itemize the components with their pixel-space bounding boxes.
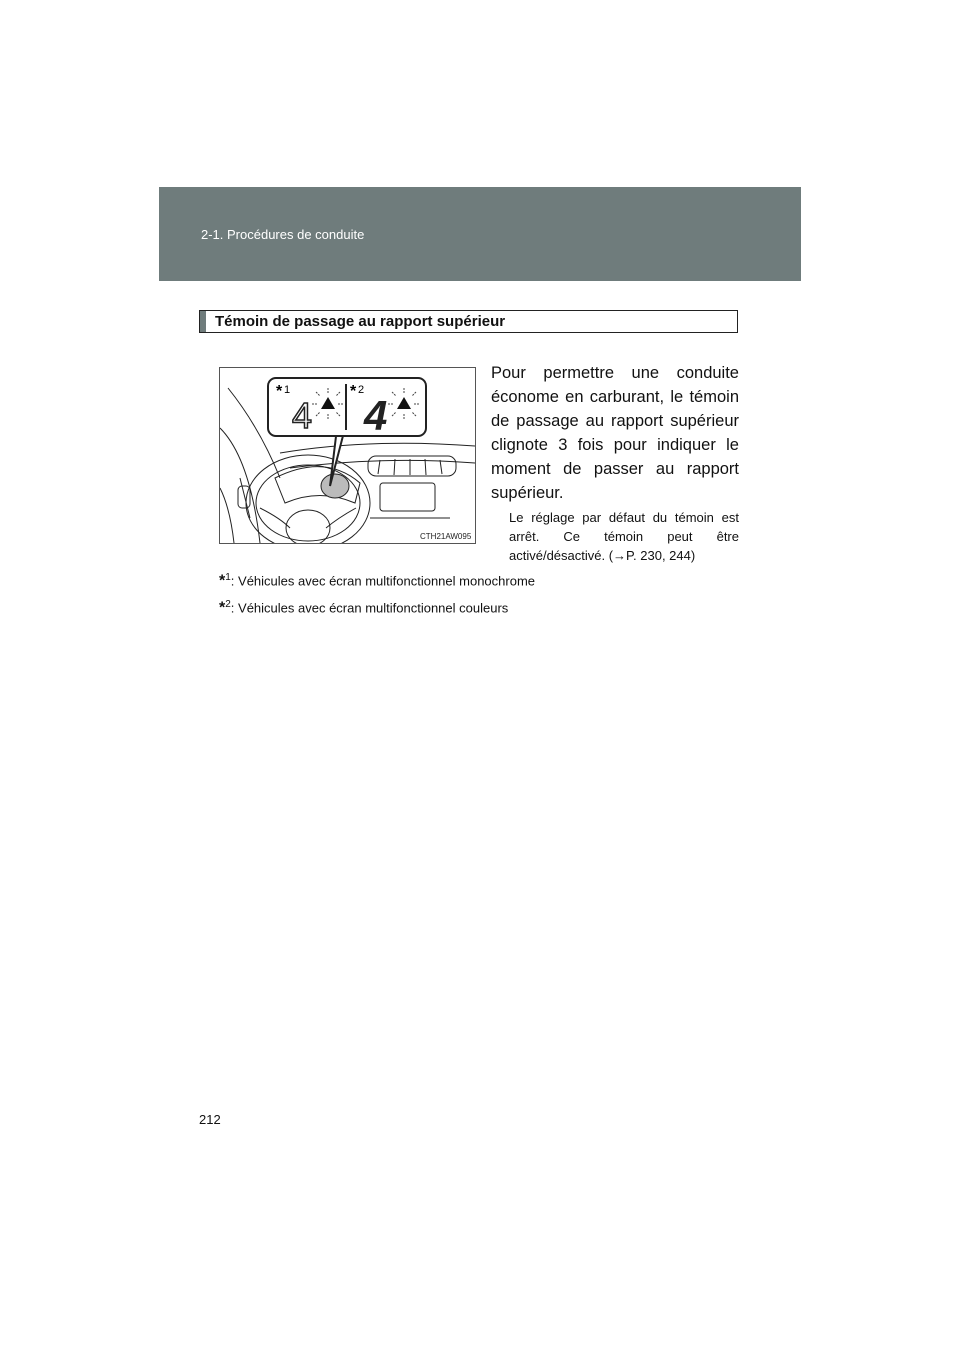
page-number: 212 bbox=[199, 1112, 221, 1127]
shift-up-icon-color bbox=[388, 388, 420, 420]
marker-2: 2 bbox=[358, 384, 365, 396]
gear-digit-mono: 4 bbox=[292, 395, 313, 436]
section-title-box bbox=[199, 310, 738, 333]
dashboard-drawing bbox=[220, 368, 475, 543]
footnote-2-text: : Véhicules avec écran multifonctionnel couleurs bbox=[230, 600, 509, 616]
footnote-1-mark: * bbox=[219, 572, 226, 590]
footnote-1 bbox=[219, 572, 535, 590]
svg-text:*: * bbox=[276, 383, 283, 400]
footnote-2-mark: * bbox=[219, 599, 226, 617]
shift-up-icon-mono bbox=[312, 388, 344, 420]
svg-text:*: * bbox=[350, 383, 357, 400]
gear-digit-color: 4 bbox=[364, 392, 388, 439]
chapter-header bbox=[159, 187, 801, 281]
footnote-2 bbox=[219, 599, 508, 617]
section-title-marker bbox=[200, 311, 206, 332]
figure-code: CTH21AW095 bbox=[420, 532, 472, 541]
note-paragraph: Le réglage par défaut du témoin est arrêt. Ce témoin peut être activé/désactivé. (→P. 230, 244) bbox=[509, 510, 739, 563]
section-title: Témoin de passage au rapport supérieur bbox=[215, 313, 506, 330]
footnote-1-num: 1 bbox=[225, 572, 231, 583]
footnote-2-num: 2 bbox=[225, 599, 231, 610]
breadcrumb: 2-1. Procédures de conduite bbox=[201, 227, 365, 242]
body-paragraph: Pour permettre une conduite économe en carburant, le témoin de passage au rapport supérieur clignote 3 fois pour indiquer le moment de passer au rapport supérieur. bbox=[491, 364, 739, 502]
footnote-1-text: : Véhicules avec écran multifonctionnel monochrome bbox=[230, 573, 536, 589]
marker-1: 1 bbox=[284, 384, 291, 396]
dashboard-illustration bbox=[219, 367, 476, 544]
